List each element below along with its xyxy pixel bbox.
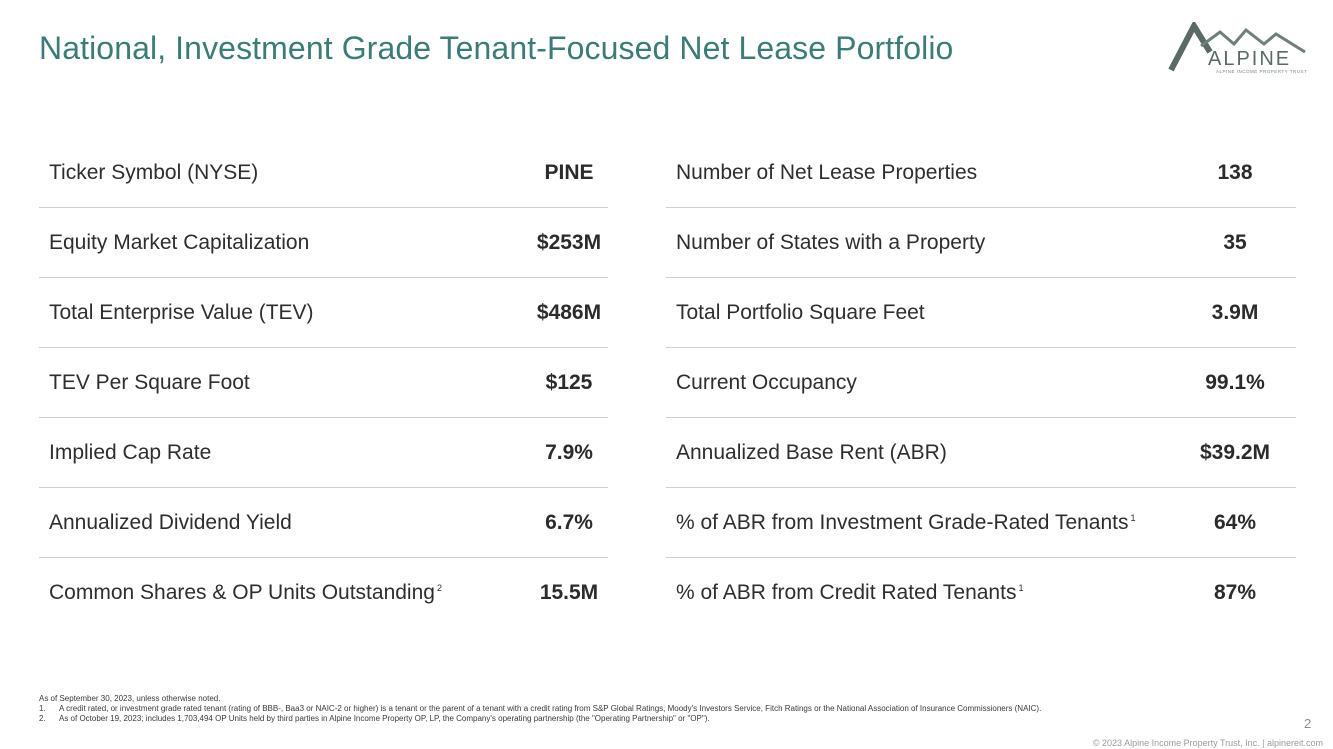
metric-label: Annualized Dividend Yield xyxy=(49,510,292,534)
footnote: 1. A credit rated, or investment grade rated tenant (rating of BBB-, Baa3 or NAIC-2 or higher) is a tenant or the parent of a tenant with a credit rating from S&P Global Ratings, Moody's Investors Service, Fitch Ratings or the National Association of Insurance Commissioners (NAIC). xyxy=(39,704,1042,713)
metric-value: $125 xyxy=(545,370,593,394)
metric-value: 7.9% xyxy=(545,440,593,464)
footnote-marker: 2 xyxy=(436,582,442,593)
metric-value: PINE xyxy=(544,160,594,184)
copyright-text: © 2023 Alpine Income Property Trust, Inc. | alpinereit.com xyxy=(1092,738,1323,748)
logo-tagline: ALPINE INCOME PROPERTY TRUST xyxy=(1216,69,1308,74)
table-row xyxy=(666,278,1296,348)
metric-value: 35 xyxy=(1223,230,1247,254)
metric-label: Common Shares & OP Units Outstanding $^2$ xyxy=(49,580,442,604)
logo-wordmark: ALPINE xyxy=(1208,48,1292,70)
right-metrics-table xyxy=(666,138,1296,627)
metric-value: 15.5M xyxy=(539,580,599,604)
metric-label: TEV Per Square Foot xyxy=(49,370,250,394)
metric-label: Ticker Symbol (NYSE) xyxy=(49,160,259,184)
footnotes xyxy=(39,694,1299,724)
table-row xyxy=(666,138,1296,208)
metric-value: $253M xyxy=(536,230,602,254)
metric-label: % of ABR from Credit Rated Tenants $^1$ xyxy=(676,580,1024,604)
metric-label: Total Portfolio Square Feet xyxy=(676,300,925,324)
table-row xyxy=(666,208,1296,278)
table-row xyxy=(39,488,608,558)
table-row xyxy=(39,418,608,488)
table-row xyxy=(666,558,1296,627)
metric-value: 87% xyxy=(1213,580,1257,604)
table-row xyxy=(39,278,608,348)
left-metrics-table xyxy=(39,138,608,627)
footnote-marker: 1 xyxy=(1018,582,1024,593)
metric-label: Number of States with a Property xyxy=(676,230,986,254)
metric-label: Implied Cap Rate xyxy=(49,440,212,464)
metric-value: 6.7% xyxy=(545,510,593,534)
metric-label: % of ABR from Investment Grade-Rated Tenants $^1$ xyxy=(676,510,1136,534)
metric-label: Annualized Base Rent (ABR) xyxy=(676,440,947,464)
footnote: 2. As of October 19, 2023; includes 1,703,494 OP Units held by third parties in Alpine Income Property OP, LP, the Company's operating partnership (the "Operating Partnership" or "OP"). xyxy=(39,714,710,723)
metric-label: Equity Market Capitalization xyxy=(49,230,310,254)
as-of-note: As of September 30, 2023, unless otherwise noted. xyxy=(39,694,221,703)
page-number: 2 xyxy=(1304,716,1312,731)
table-row xyxy=(666,418,1296,488)
metric-label: Total Enterprise Value (TEV) xyxy=(49,300,314,324)
metric-value: 138 xyxy=(1217,160,1253,184)
footnote-marker: 1 xyxy=(1130,512,1136,523)
metric-value: 64% xyxy=(1213,510,1257,534)
metric-value: 99.1% xyxy=(1205,370,1265,394)
table-row xyxy=(666,348,1296,418)
metric-label: Current Occupancy xyxy=(676,370,857,394)
table-row xyxy=(39,138,608,208)
table-row xyxy=(39,558,608,627)
mountain-logo-icon xyxy=(1168,22,1308,74)
metric-value: 3.9M xyxy=(1211,300,1259,324)
table-row xyxy=(39,348,608,418)
metric-value: $39.2M xyxy=(1199,440,1271,464)
page-title: National, Investment Grade Tenant-Focused Net Lease Portfolio xyxy=(39,30,954,66)
alpine-logo xyxy=(1168,22,1308,74)
table-row xyxy=(39,208,608,278)
table-row xyxy=(666,488,1296,558)
metric-label: Number of Net Lease Properties xyxy=(676,160,978,184)
metric-value: $486M xyxy=(536,300,602,324)
